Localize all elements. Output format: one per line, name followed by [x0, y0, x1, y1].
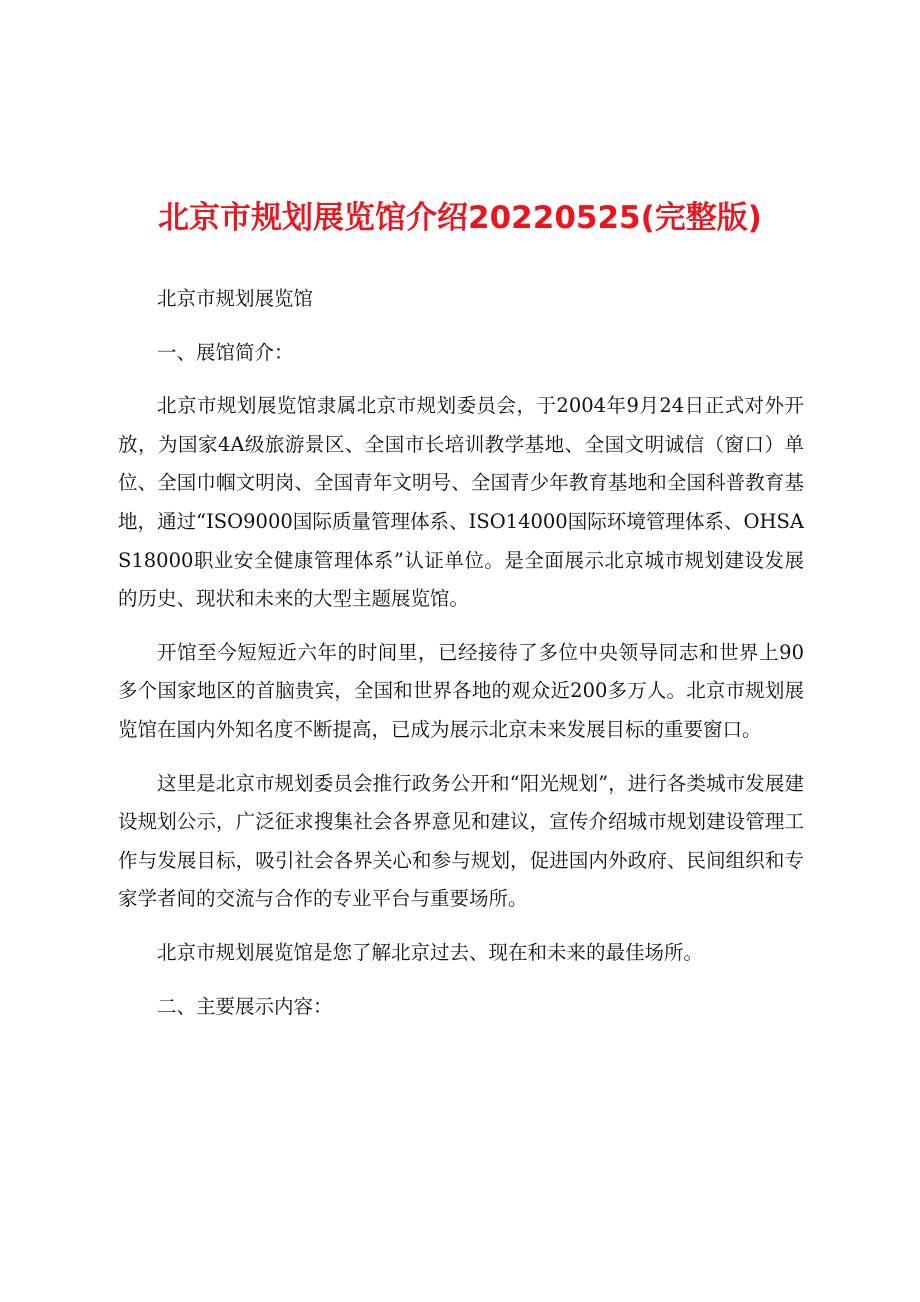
- paragraph-visitors: 开馆至今短短近六年的时间里，已经接待了多位中央领导同志和世界上90多个国家地区的首脑贵宾，全国和世界各地的观众近200多万人。北京市规划展览馆在国内外知名度不断提高，已成为展示北京未来发展目标的重要窗口。: [118, 640, 804, 741]
- paragraph-best-place: 北京市规划展览馆是您了解北京过去、现在和未来的最佳场所。: [157, 940, 704, 964]
- paragraph-heading: 北京市规划展览馆: [157, 287, 314, 310]
- document-title: 北京市规划展览馆介绍20220525(完整版): [158, 200, 762, 236]
- paragraph-platform: 这里是北京市规划委员会推行政务公开和“阳光规划”，进行各类城市发展建设规划公示，广泛征求搜集社会各界意见和建议，宣传介绍城市规划建设管理工作与发展目标，吸引社会各界关心和参与规划，促进国内外政府、民间组织和专家学者间的交流与合作的专业平台与重要场所。: [118, 771, 804, 911]
- paragraph-intro: 北京市规划展览馆隶属北京市规划委员会，于2004年9月24日正式对外开放，为国家4A级旅游景区、全国市长培训教学基地、全国文明诚信（窗口）单位、全国巾帼文明岗、全国青年文明号、全国青少年教育基地和全国科普教育基地，通过“ISO9000国际质量管理体系、ISO14000国际环境管理体系、OHSAS18000职业安全健康管理体系”认证单位。是全面展示北京城市规划建设发展的历史、现状和未来的大型主题展览馆。: [118, 394, 804, 611]
- document-body: [118, 280, 804, 1041]
- section-heading-intro: 一、展馆简介：: [157, 340, 294, 364]
- section-heading-exhibits: 二、主要展示内容：: [157, 994, 333, 1018]
